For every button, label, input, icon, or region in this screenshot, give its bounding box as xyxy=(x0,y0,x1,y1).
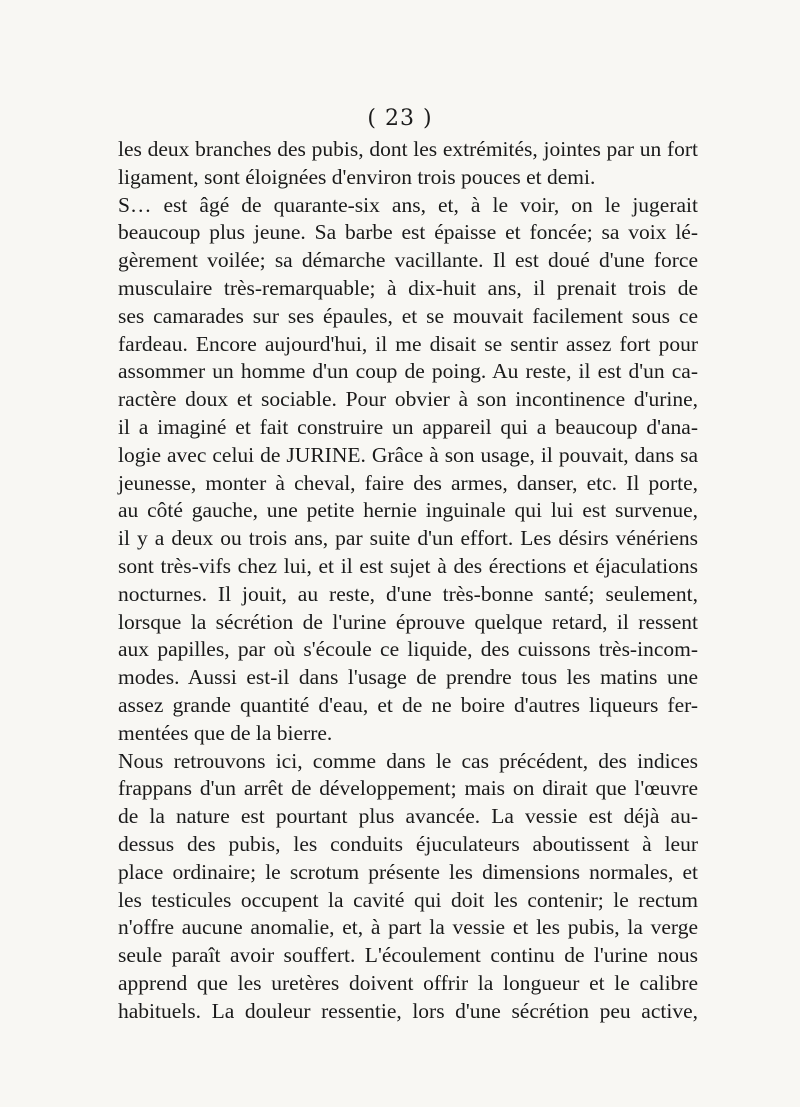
text-line: mentées que de la bierre. xyxy=(118,720,333,745)
text-line: sont très-vifs chez lui, et il est sujet à des érections et éjaculations xyxy=(118,553,698,578)
text-line: seule paraît avoir souffert. L'écoulement continu de l'urine nous xyxy=(118,943,698,968)
text-line: habituels. La douleur ressentie, lors d'une sécrétion peu active, xyxy=(118,998,698,1023)
text-line: de la nature est pourtant plus avancée. La vessie est déjà au- xyxy=(118,804,698,829)
text-line: place ordinaire; le scrotum présente les dimensions normales, et xyxy=(118,859,698,884)
text-line: modes. Aussi est-il dans l'usage de prendre tous les matins une xyxy=(118,665,698,690)
text-line: gèrement voilée; sa démarche vacillante. Il est doué d'une force xyxy=(118,248,698,273)
text-line: n'offre aucune anomalie, et, à part la vessie et les pubis, la verge xyxy=(118,915,698,940)
text-line: apprend que les uretères doivent offrir la longueur et le calibre xyxy=(118,970,698,995)
text-line: beaucoup plus jeune. Sa barbe est épaisse et foncée; sa voix lé- xyxy=(118,220,698,245)
text-line: logie avec celui de JURINE. Grâce à son usage, il pouvait, dans sa xyxy=(118,442,698,467)
text-line: musculaire très-remarquable; à dix-huit ans, il prenait trois de xyxy=(118,275,698,300)
text-line: dessus des pubis, les conduits éjuculateurs aboutissent à leur xyxy=(118,831,698,856)
text-line: ses camarades sur ses épaules, et se mouvait facilement sous ce xyxy=(118,303,698,328)
text-line: ractère doux et sociable. Pour obvier à son incontinence d'urine, xyxy=(118,387,698,412)
text-line: assez grande quantité d'eau, et de ne boire d'autres liqueurs fer- xyxy=(118,692,698,717)
text-line: fardeau. Encore aujourd'hui, il me disait se sentir assez fort pour xyxy=(118,331,698,356)
text-line: Nous retrouvons ici, comme dans le cas précédent, des indices xyxy=(118,748,698,773)
page-number: ( 23 ) xyxy=(367,106,433,131)
text-line: aux papilles, par où s'écoule ce liquide, des cuissons très-incom- xyxy=(118,637,698,662)
text-line: S… est âgé de quarante-six ans, et, à le voir, on le jugerait xyxy=(118,192,698,217)
text-line: il a imaginé et fait construire un appareil qui a beaucoup d'ana- xyxy=(118,414,698,439)
text-line: frappans d'un arrêt de développement; mais on dirait que l'œuvre xyxy=(118,776,698,801)
body-text xyxy=(118,136,698,1026)
text-line: les deux branches des pubis, dont les extrémités, jointes par un fort xyxy=(118,137,698,161)
text-line: ligament, sont éloignées d'environ trois pouces et demi. xyxy=(118,164,596,189)
text-line: les testicules occupent la cavité qui doit les contenir; le rectum xyxy=(118,887,698,912)
text-line: lorsque la sécrétion de l'urine éprouve quelque retard, il ressent xyxy=(118,609,698,634)
text-line: il y a deux ou trois ans, par suite d'un effort. Les désirs vénériens xyxy=(118,526,698,551)
text-line: assommer un homme d'un coup de poing. Au reste, il est d'un ca- xyxy=(118,359,698,384)
text-line: jeunesse, monter à cheval, faire des armes, danser, etc. Il porte, xyxy=(118,470,698,495)
text-line: au côté gauche, une petite hernie inguinale qui lui est survenue, xyxy=(118,498,698,523)
text-line: nocturnes. Il jouit, au reste, d'une très-bonne santé; seulement, xyxy=(118,581,698,606)
